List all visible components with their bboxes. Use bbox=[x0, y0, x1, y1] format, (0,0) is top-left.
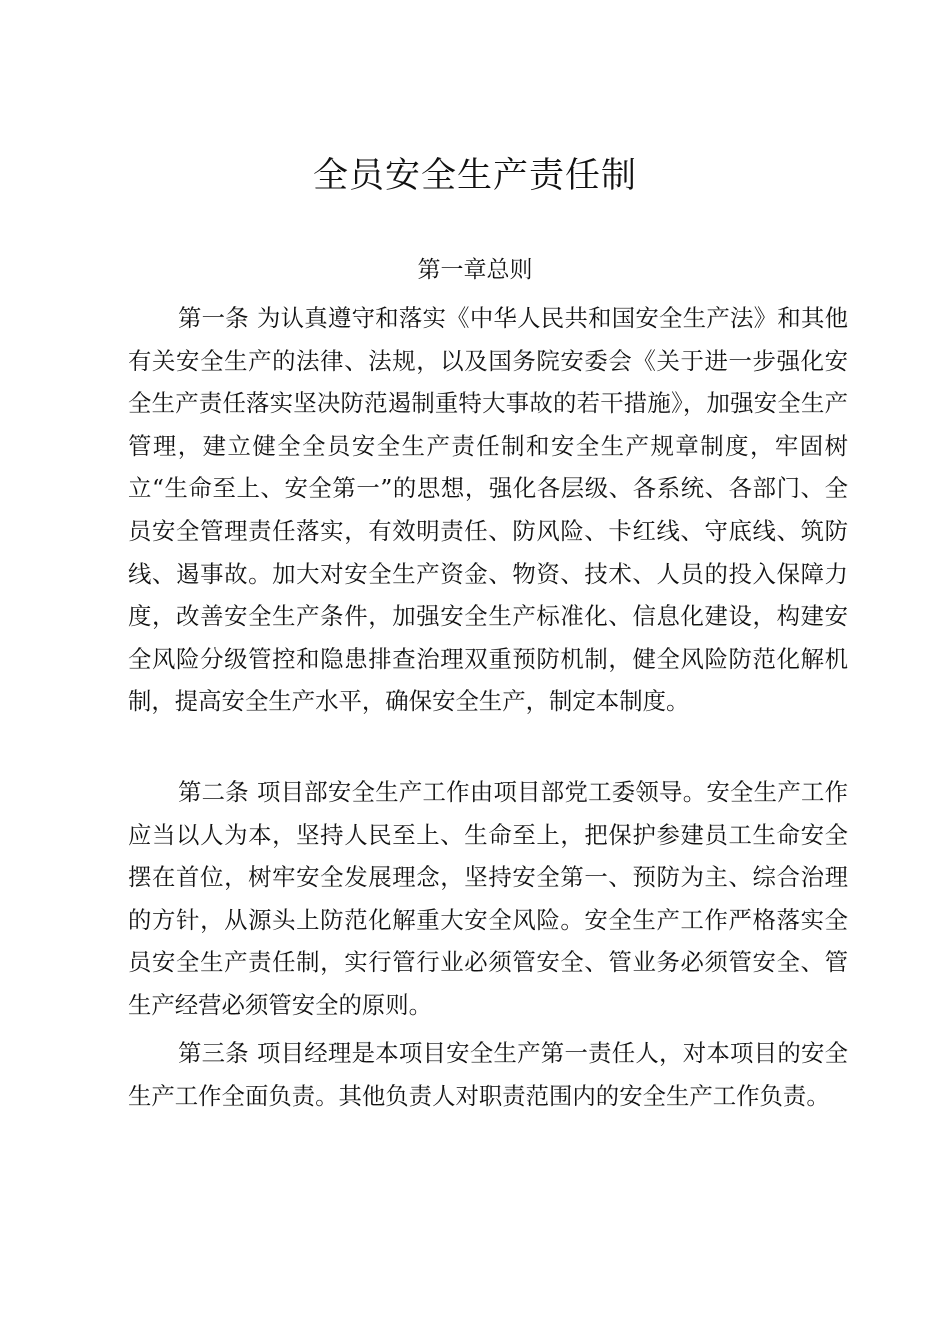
article-3-number: 第三条 bbox=[178, 1039, 249, 1067]
article-3-text: 项目经理是本项目安全生产第一责任人，对本项目的安全生产工作全面负责。其他负责人对职责范围内的安全生产工作负责。 bbox=[128, 1039, 849, 1110]
article-1 bbox=[128, 297, 848, 723]
chapter-heading: 第一章总则 bbox=[417, 257, 533, 283]
article-1-text: 为认真遵守和落实《中华人民共和国安全生产法》和其他有关安全生产的法律、法规，以及国务院安委会《关于进一步强化安全生产责任落实坚决防范遏制重特大事故的若干措施》，加强安全生产管理，建立健全全员安全生产责任制和安全生产规章制度，牢固树立“生命至上、安全第一”的思想，强化各层级、各系统、各部门、全员安全管理责任落实，有效明责任、防风险、卡红线、守底线、筑防线、遏事故。加大对安全生产资金、物资、技术、人员的投入保障力度，改善安全生产条件，加强安全生产标准化、信息化建设，构建安全风险分级管控和隐患排查治理双重预防机制，健全风险防范化解机制，提高安全生产水平，确保安全生产，制定本制度。 bbox=[128, 304, 849, 716]
article-2-text: 项目部安全生产工作由项目部党工委领导。安全生产工作应当以人为本，坚持人民至上、生命至上，把保护参建员工生命安全摆在首位，树牢安全发展理念，坚持安全第一、预防为主、综合治理的方针，从源头上防范化解重大安全风险。安全生产工作严格落实全员安全生产责任制，实行管行业必须管安全、管业务必须管安全、管生产经营必须管安全的原则。 bbox=[128, 778, 849, 1019]
article-1-number: 第一条 bbox=[178, 304, 249, 332]
article-2 bbox=[128, 771, 848, 1027]
article-3 bbox=[128, 1032, 848, 1117]
document-title: 全员安全生产责任制 bbox=[312, 156, 637, 196]
article-2-number: 第二条 bbox=[178, 778, 249, 806]
